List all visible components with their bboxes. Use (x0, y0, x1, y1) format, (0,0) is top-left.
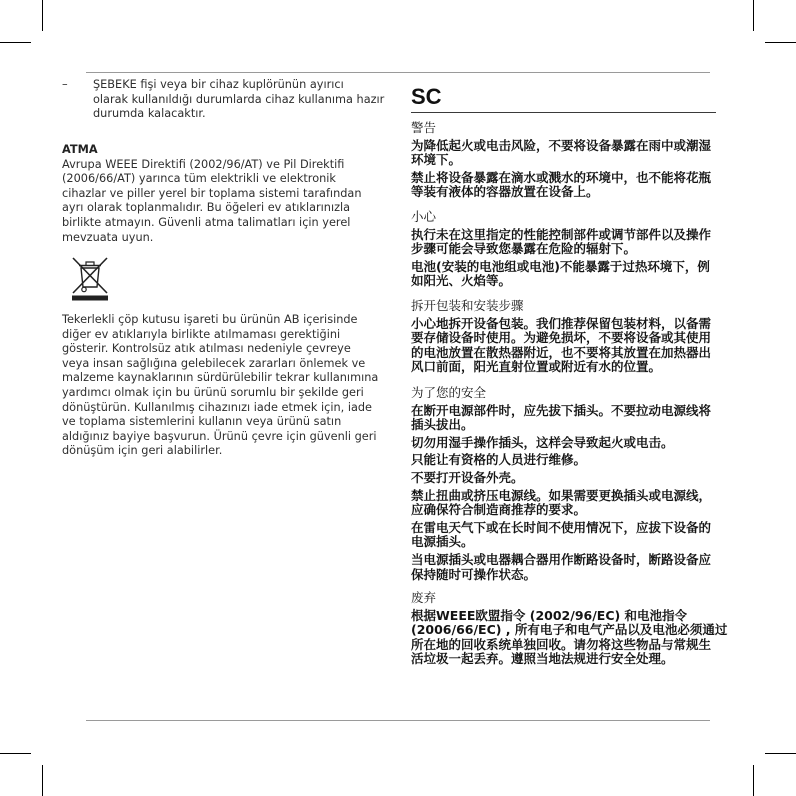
paragraph (411, 489, 716, 518)
paragraph (411, 471, 716, 486)
text-line: 为降低起火或电击风险，不要将设备暴露在雨中或潮湿 (411, 137, 712, 153)
footer-rule (86, 720, 710, 721)
text-line: Avrupa WEEE Direktifi (2002/96/AT) ve Pil Direktifi (62, 157, 345, 171)
text-line: yardımcı olmak için bu ürünü sorumlu bir şekilde geri (62, 385, 364, 399)
text-line: diğer ev atıklarıyla birlikte atılmaması gerektiğini (62, 327, 341, 341)
text-line: veya insan sağlığına gelebilecek zararları önlemek ve (62, 356, 366, 370)
text-line: 禁止将设备暴露在滴水或溅水的环境中，也不能将花瓶 (411, 169, 712, 185)
text-line: 等装有液体的容器放置在设备上。 (411, 184, 599, 200)
bin-wheel (82, 287, 86, 291)
section-heading: 为了您的安全 (411, 385, 487, 400)
paragraph (411, 553, 716, 582)
paragraph (411, 228, 716, 257)
paragraph (411, 171, 716, 200)
list-marker: – (62, 78, 68, 91)
text-line: 所在地的回收系统单独回收。请勿将这些物品与常规生 (411, 636, 712, 652)
text-line: 在雷电天气下或在长时间不使用情况下，应拔下设备的 (411, 519, 712, 535)
language-heading-rule (411, 112, 716, 113)
crop-mark-top-left-vertical (42, 0, 43, 31)
text-line: 应确保符合制造商推荐的要求。 (411, 502, 587, 518)
paragraph (411, 404, 716, 433)
safety-section (411, 386, 716, 585)
text-line: 如阳光、火焰等。 (411, 273, 512, 289)
text-line: cihazlar ve piller yerel bir toplama sistemi tarafından (62, 186, 362, 200)
text-line: (2006/66/AT) yarınca tüm elektrikli ve elektronik (62, 172, 336, 186)
disposal-section-chinese (411, 590, 728, 670)
text-line: 禁止扭曲或挤压电源线。如果需要更换插头或电源线， (411, 487, 712, 503)
text-line: dönüştürün. Kullanılmış cihazınızı iade etmek için, iade (62, 400, 372, 414)
text-line: ve toplama sistemlerini kullanın veya ürünü satın (62, 415, 342, 429)
paragraph (411, 607, 728, 667)
paragraph (411, 453, 716, 468)
text-line: 风口前面，阳光直射位置或附近有水的位置。 (411, 359, 662, 375)
section-heading: 拆开包装和安装步骤 (411, 298, 524, 313)
section-heading: 警告 (411, 120, 437, 135)
text-line: 不要打开设备外壳。 (411, 469, 524, 485)
text-line: gösterir. Kontrolsüz atık atılması nedeniyle çevreye (62, 342, 351, 356)
text-line: ŞEBEKE fişi veya bir cihaz kuplörünün ayırıcı (93, 78, 344, 91)
text-line: Tekerlekli çöp kutusu işareti bu ürünün AB içerisinde (62, 313, 358, 326)
text-line: 电池(安装的电池组或电池)不能暴露于过热环境下，例 (411, 258, 710, 274)
paragraph (411, 521, 716, 550)
text-line: 环境下。 (411, 152, 462, 168)
warning-section (411, 121, 716, 203)
bin-body (81, 268, 99, 287)
text-line: durumda kalacaktır. (93, 107, 206, 121)
unpacking-section (411, 299, 716, 378)
text-line: 根据WEEE欧盟指令 (2002/96/EC) 和电池指令 (411, 607, 688, 623)
crossed-out-wheelie-bin-icon (71, 256, 109, 301)
text-line: mevzuata uyun. (62, 230, 154, 244)
text-line: 小心地拆开设备包装。我们推荐保留包装材料，以备需 (411, 315, 712, 331)
text-line: 在断开电源部件时，应先拔下插头。不要拉动电源线将 (411, 402, 712, 418)
crop-mark-top-right-horizontal (765, 42, 796, 43)
text-line: 电源插头。 (411, 534, 474, 550)
text-line: ayrı olarak toplanmalıdır. Bu öğeleri ev atıklarınızla (62, 201, 351, 215)
crop-mark-top-left-horizontal (0, 42, 31, 43)
paragraph (411, 317, 716, 375)
text-line: 的电池放置在散热器附近，也不要将其放置在加热器出 (411, 344, 712, 360)
text-line: malzeme kaynaklarının sürdürülebilir tekrar kullanımına (62, 371, 379, 385)
text-line: 当电源插头或电器耦合器用作断路设备时，断路设备应 (411, 551, 712, 567)
text-line: 要存储设备时使用。为避免损坏，不要将设备或其使用 (411, 330, 712, 346)
crop-mark-bottom-left-vertical (42, 765, 43, 796)
caution-section (411, 210, 716, 292)
text-line: (2006/66/EC) , 所有电子和电气产品以及电池必须通过 (411, 622, 728, 638)
weee-explanation (62, 313, 378, 459)
text-line: 切勿用湿手操作插头，这样会导致起火或电击。 (411, 434, 674, 450)
underline-bar (72, 296, 108, 301)
text-line: 保持随时可操作状态。 (411, 566, 537, 582)
crop-mark-top-right-vertical (753, 0, 754, 31)
crop-mark-bottom-right-vertical (753, 765, 754, 796)
language-code-heading: SC (411, 84, 442, 109)
mains-plug-note-text (93, 78, 384, 122)
text-line: 插头拔出。 (411, 417, 474, 433)
paragraph (411, 139, 716, 168)
text-line: 执行未在这里指定的性能控制部件或调节部件以及操作 (411, 226, 712, 242)
crop-mark-bottom-left-horizontal (0, 753, 31, 754)
text-line: 只能让有资格的人员进行维修。 (411, 452, 587, 468)
section-heading: 小心 (411, 209, 437, 224)
bin-handle (86, 262, 94, 265)
header-rule (86, 72, 710, 73)
section-heading: ATMA (62, 143, 98, 156)
text-line: birlikte atmayın. Güvenli atma talimatları için yerel (62, 215, 351, 229)
text-line: aldığınız bayiye başvurun. Ürünü çevre için güvenli geri (62, 429, 377, 443)
disposal-section (62, 143, 361, 245)
text-line: 步骤可能会导致您暴露在危险的辐射下。 (411, 241, 637, 257)
text-line: olarak kullanıldığı durumlarda cihaz kullanıma hazır (93, 92, 385, 106)
section-heading: 废弃 (411, 590, 437, 605)
paragraph (411, 436, 716, 451)
paragraph (411, 260, 716, 289)
text-line: 活垃圾一起丢弃。遵照当地法规进行安全处理。 (411, 651, 674, 667)
crop-mark-bottom-right-horizontal (765, 753, 796, 754)
text-line: dönüşüm için geri alabilirler. (62, 444, 223, 458)
